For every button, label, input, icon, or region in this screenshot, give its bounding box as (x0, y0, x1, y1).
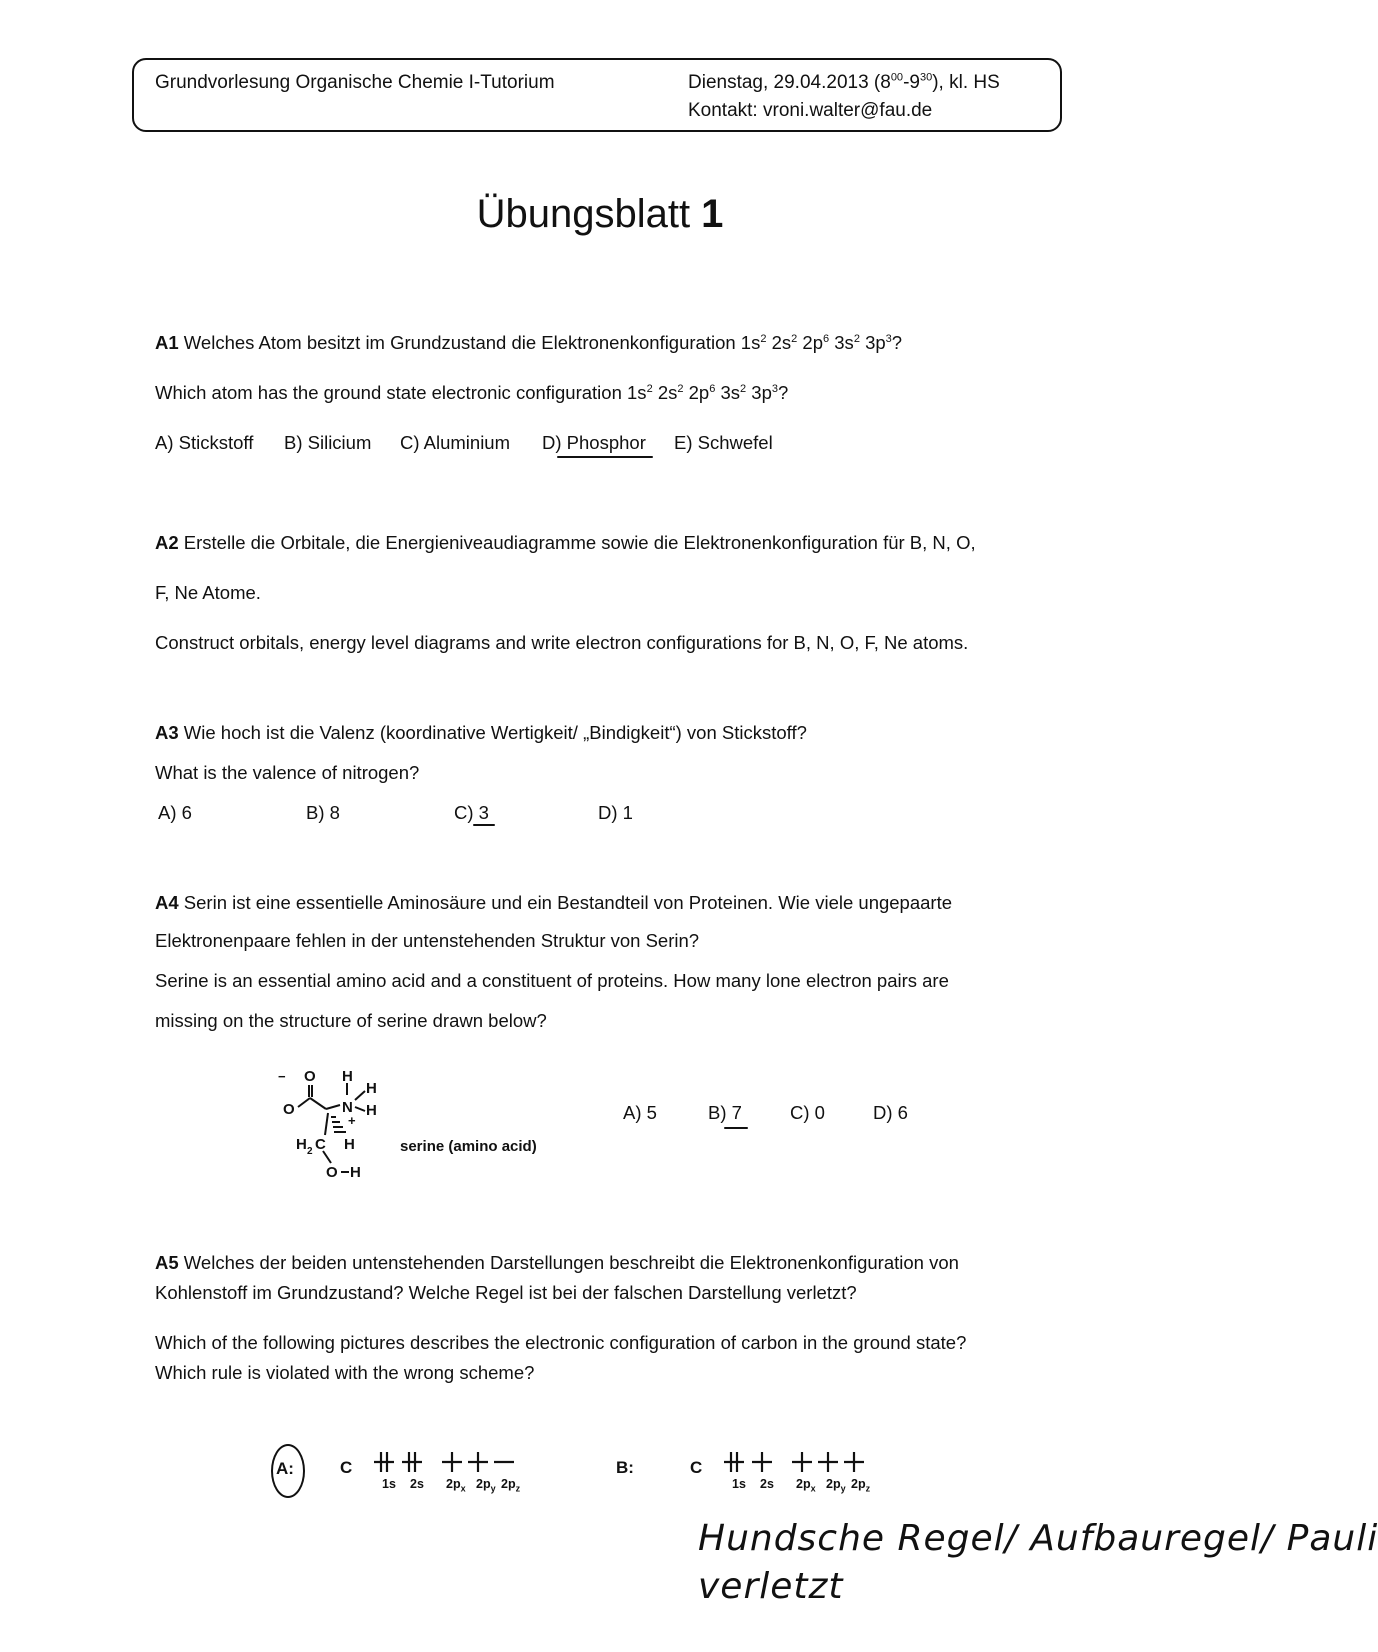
scheme-b-orbital-2pz: $2p_z$ (851, 1477, 871, 1494)
handwritten-answer-line2: verletzt (698, 1566, 844, 1607)
scheme-a-element: C (340, 1458, 353, 1477)
a3-question-de: A3 Wie hoch ist die Valenz (koordinative Wertigkeit/ „Bindigkeit“) von Stickstoff? (155, 722, 807, 743)
a5-question-en-line2: Which rule is violated with the wrong scheme? (155, 1362, 535, 1383)
a3-answer-underline (473, 824, 495, 826)
a4-question-en-line1: Serine is an essential amino acid and a constituent of proteins. How many lone electron pairs are (155, 970, 949, 991)
svg-text:O: O (326, 1164, 338, 1181)
handwritten-answer-line1: Hundsche Regel/ Aufbauregel/ Pauli (698, 1518, 1378, 1559)
scheme-b-orbital-2py: $2p_y$ (826, 1477, 846, 1494)
serine-caption: serine (amino acid) (400, 1138, 537, 1155)
scheme-b-label: B: (616, 1458, 634, 1477)
a3-option-b: B) 8 (306, 802, 340, 823)
svg-text:C: C (315, 1136, 326, 1153)
scheme-a-orbital-2pz: $2p_z$ (501, 1477, 521, 1494)
svg-text:N: N (342, 1099, 353, 1116)
a3-question-en: What is the valence of nitrogen? (155, 762, 420, 783)
svg-text:H: H (342, 1068, 353, 1085)
a3-option-a: A) 6 (158, 802, 192, 823)
a4-option-b: B) 7 (708, 1102, 742, 1123)
page-title: Übungsblatt 1 (476, 192, 724, 236)
scheme-b-orbital-2s: 2s (760, 1477, 774, 1491)
scheme-b-element: C (690, 1458, 703, 1477)
serine-structure (270, 1065, 440, 1180)
a4-question-de-line1: A4 Serin ist eine essentielle Aminosäure und ein Bestandteil von Proteinen. Wie viele ungepaarte (155, 892, 953, 913)
a1-option-b: B) Silicium (284, 432, 372, 453)
scheme-a-label: A: (276, 1459, 294, 1478)
scheme-a-orbital-2px: $2p_x$ (446, 1477, 466, 1494)
scheme-a-orbital-2py: $2p_y$ (476, 1477, 496, 1494)
a1-answer-underline (557, 456, 653, 458)
a5-question-en-line1: Which of the following pictures describes the electronic configuration of carbon in the ground state? (155, 1332, 967, 1353)
contact: Kontakt: vroni.walter@fau.de (688, 100, 933, 121)
a2-question-en: Construct orbitals, energy level diagrams and write electron configurations for B, N, O, F, Ne atoms. (155, 632, 969, 653)
a4-question-en-line2: missing on the structure of serine drawn below? (155, 1010, 547, 1031)
a4-answer-underline (724, 1127, 748, 1129)
scheme-b-orbital-2px: $2p_x$ (796, 1477, 816, 1494)
scheme-a-orbital-2s: 2s (410, 1477, 424, 1491)
svg-text:O: O (283, 1101, 295, 1118)
svg-text:H: H (366, 1102, 377, 1119)
a1-option-d: D) Phosphor (542, 432, 646, 453)
a4-option-a: A) 5 (623, 1102, 657, 1123)
a5-question-de-line2: Kohlenstoff im Grundzustand? Welche Regel ist bei der falschen Darstellung verletzt? (155, 1282, 857, 1303)
a5-question-de-line1: A5 Welches der beiden untenstehenden Darstellungen beschreibt die Elektronenkonfiguration von (155, 1252, 959, 1273)
a4-option-c: C) 0 (790, 1102, 825, 1123)
scheme-b-orbital-1s: 1s (732, 1477, 746, 1491)
a4-question-de-line2: Elektronenpaare fehlen in der untenstehenden Struktur von Serin? (155, 930, 700, 951)
svg-text:H: H (296, 1136, 307, 1153)
a2-question-de-line2: F, Ne Atome. (155, 582, 261, 603)
svg-text:2: 2 (307, 1146, 313, 1157)
date-time: Dienstag, 29.04.2013 $(8^{00}-9^{30})$, kl. HS (688, 71, 1000, 93)
a1-option-c: C) Aluminium (400, 432, 510, 453)
a1-option-e: E) Schwefel (674, 432, 773, 453)
svg-text:H: H (350, 1164, 361, 1181)
course-title: Grundvorlesung Organische Chemie I-Tutorium (155, 72, 555, 93)
svg-text:−: − (278, 1069, 286, 1084)
a1-question-en: Which atom has the ground state electronic configuration $1s^2$ $2s^2$ $2p^6$ $3s^2$ $3p^3$? (155, 382, 789, 403)
svg-text:+: + (348, 1113, 356, 1128)
scheme-a-orbital-1s: 1s (382, 1477, 396, 1491)
svg-text:O: O (304, 1068, 316, 1085)
a4-option-d: D) 6 (873, 1102, 908, 1123)
svg-text:H: H (344, 1136, 355, 1153)
a3-option-d: D) 1 (598, 802, 633, 823)
a2-question-de-line1: A2 Erstelle die Orbitale, die Energieniveaudiagramme sowie die Elektronenkonfiguration für B, N, O, (155, 532, 976, 553)
a3-option-c: C) 3 (454, 802, 489, 823)
a1-option-a: A) Stickstoff (155, 432, 254, 453)
svg-text:H: H (366, 1080, 377, 1097)
a1-question-de: A1 Welches Atom besitzt im Grundzustand die Elektronenkonfiguration $1s^2$ $2s^2$ $2p^6$ $3s^2$ $3p^3$? (155, 332, 903, 353)
